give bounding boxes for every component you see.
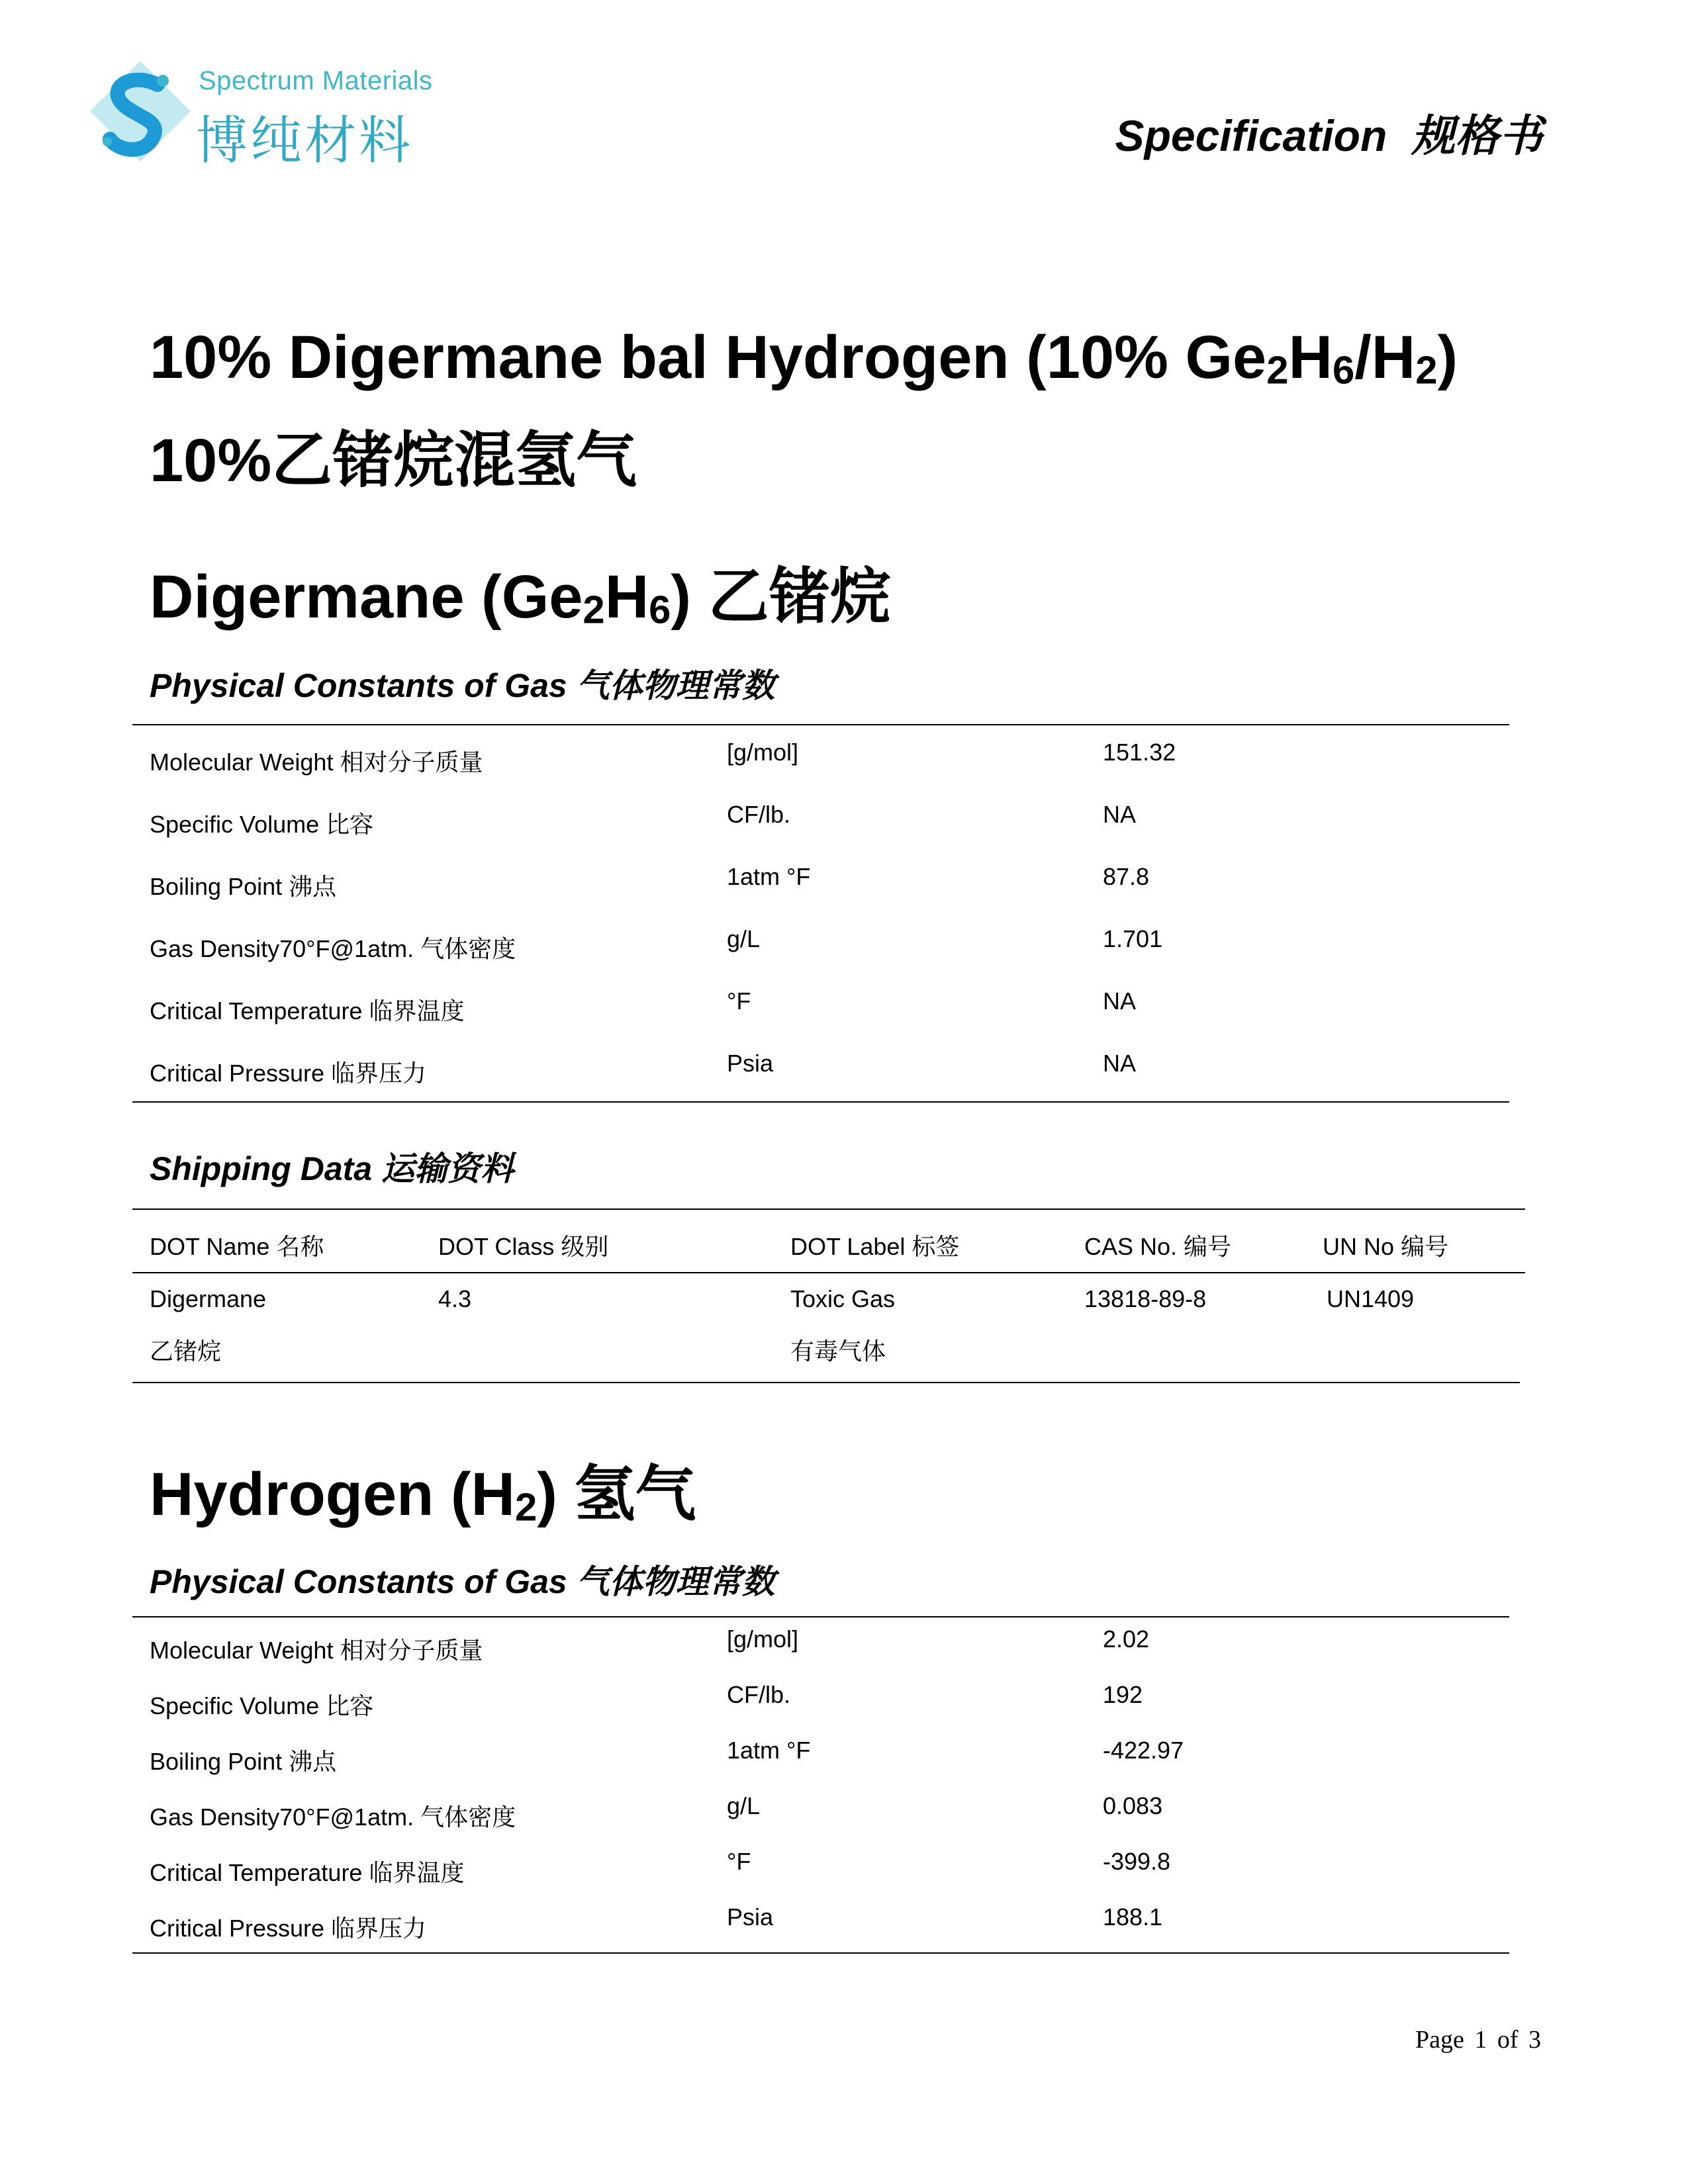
property-label: Specific Volume 比容 <box>150 811 374 838</box>
property-unit: g/L <box>727 1792 761 1819</box>
property-value: -422.97 <box>1103 1737 1184 1764</box>
shipping-title: Shipping Data 运输资料 <box>150 1150 514 1187</box>
product-title-cn: 10%乙锗烷混氢气 <box>150 427 637 494</box>
shipping-header-dot-class: DOT Class 级别 <box>438 1233 609 1260</box>
digermane-constants-title: Physical Constants of Gas 气体物理常数 <box>150 667 775 704</box>
shipping-header-dot-name: DOT Name 名称 <box>150 1233 324 1260</box>
shipping-top-rule <box>132 1208 1525 1210</box>
property-value: 1.701 <box>1103 925 1163 952</box>
property-value: NA <box>1103 1050 1137 1077</box>
property-label: Gas Density70°F@1atm. 气体密度 <box>150 1803 516 1831</box>
property-unit: CF/lb. <box>727 801 791 828</box>
property-label: Critical Temperature 临界温度 <box>150 997 465 1024</box>
property-label: Molecular Weight 相对分子质量 <box>150 1637 483 1664</box>
property-value: 0.083 <box>1103 1792 1163 1819</box>
property-unit: 1atm °F <box>727 863 811 890</box>
property-value: 192 <box>1103 1681 1143 1708</box>
property-unit: g/L <box>727 925 761 952</box>
property-value: 188.1 <box>1103 1903 1163 1931</box>
property-label: Specific Volume 比容 <box>150 1692 374 1719</box>
shipping-dot-class: 4.3 <box>438 1285 472 1312</box>
property-value: NA <box>1103 987 1137 1015</box>
shipping-header-rule <box>132 1272 1525 1273</box>
property-label: Critical Pressure 临界压力 <box>150 1060 427 1087</box>
logo-text-en: Spectrum Materials <box>199 66 433 95</box>
property-unit: [g/mol] <box>727 1625 799 1653</box>
hydrogen-heading: Hydrogen (H2) 氢气 <box>150 1461 696 1529</box>
property-unit: CF/lb. <box>727 1681 791 1708</box>
shipping-header-dot-label: DOT Label 标签 <box>790 1233 960 1260</box>
product-title-en: 10% Digermane bal Hydrogen (10% Ge2H6/H2) <box>150 324 1458 392</box>
property-value: 2.02 <box>1103 1625 1150 1653</box>
property-label: Critical Temperature 临界温度 <box>150 1859 465 1886</box>
property-label: Boiling Point 沸点 <box>150 873 337 900</box>
property-unit: Psia <box>727 1050 774 1077</box>
property-value: 87.8 <box>1103 863 1150 890</box>
property-label: Critical Pressure 临界压力 <box>150 1915 427 1942</box>
shipping-header-un: UN No 编号 <box>1323 1233 1449 1260</box>
table-top-rule <box>132 1616 1509 1617</box>
table-bottom-rule <box>132 1952 1509 1954</box>
shipping-cas-number: 13818-89-8 <box>1084 1285 1207 1312</box>
digermane-heading: Digermane (Ge2H6) 乙锗烷 <box>150 563 891 632</box>
hydrogen-constants-title: Physical Constants of Gas 气体物理常数 <box>150 1563 775 1600</box>
shipping-dot-name-cn: 乙锗烷 <box>150 1338 222 1365</box>
shipping-dot-name: Digermane <box>150 1285 267 1312</box>
property-unit: 1atm °F <box>727 1737 811 1764</box>
table-top-rule <box>132 724 1509 725</box>
property-unit: Psia <box>727 1903 774 1931</box>
property-unit: °F <box>727 987 751 1015</box>
property-label: Molecular Weight 相对分子质量 <box>150 749 483 776</box>
spec-title-en: Specification <box>1115 111 1387 160</box>
page-number: Page 1 of 3 <box>1415 2026 1541 2054</box>
shipping-header-cas: CAS No. 编号 <box>1084 1233 1232 1260</box>
spectrum-materials-logo-icon <box>85 58 196 164</box>
property-value: 151.32 <box>1103 739 1176 766</box>
logo-text-cn: 博纯材料 <box>196 111 414 169</box>
spec-title-cn: 规格书 <box>1411 111 1542 160</box>
shipping-un-number: UN1409 <box>1327 1285 1415 1312</box>
shipping-bottom-rule <box>132 1382 1520 1383</box>
shipping-dot-label-cn: 有毒气体 <box>790 1338 886 1365</box>
property-unit: [g/mol] <box>727 739 799 766</box>
property-label: Boiling Point 沸点 <box>150 1748 337 1775</box>
document-type-label <box>1115 101 1542 163</box>
property-value: -399.8 <box>1103 1848 1171 1875</box>
property-label: Gas Density70°F@1atm. 气体密度 <box>150 935 516 962</box>
property-value: NA <box>1103 801 1137 828</box>
shipping-dot-label: Toxic Gas <box>790 1285 896 1312</box>
table-bottom-rule <box>132 1101 1509 1103</box>
property-unit: °F <box>727 1848 751 1875</box>
